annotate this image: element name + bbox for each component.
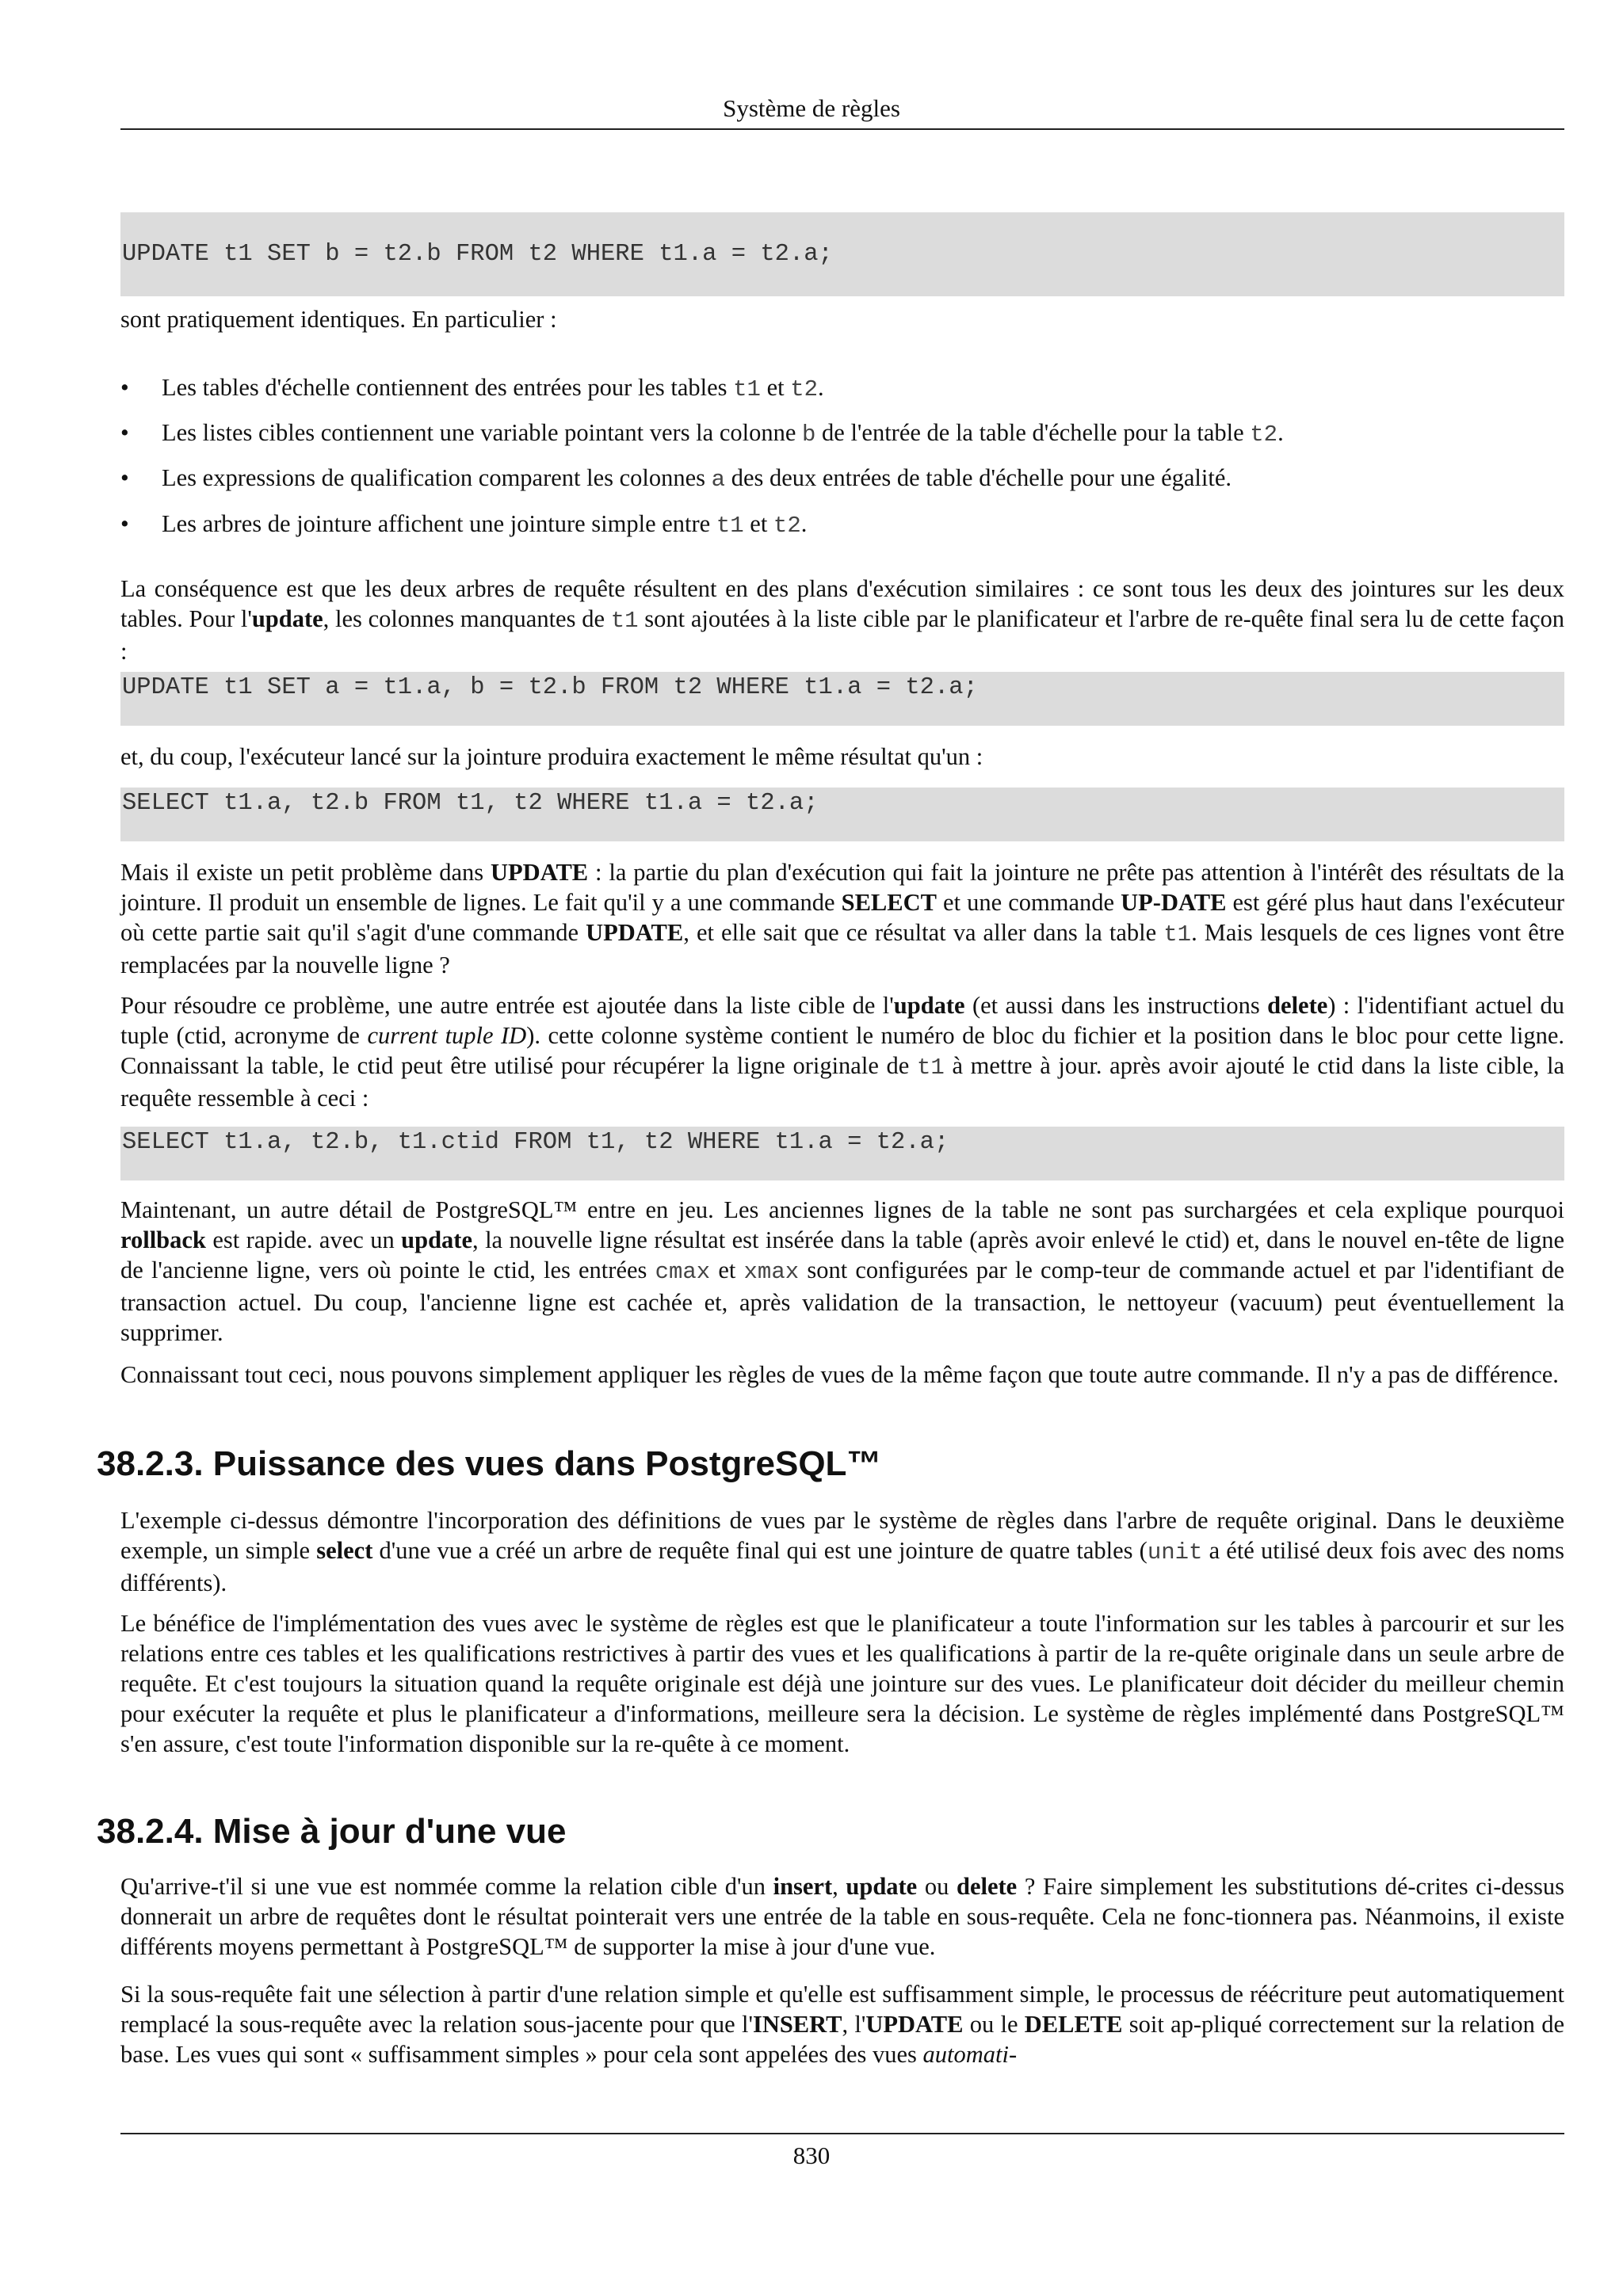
footer-divider bbox=[120, 2133, 1564, 2134]
bullet-icon: • bbox=[120, 464, 129, 491]
section-heading-mise-a-jour-vue: 38.2.4. Mise à jour d'une vue bbox=[97, 1812, 567, 1851]
bullet-icon: • bbox=[120, 374, 129, 401]
code-block-update-2: UPDATE t1 SET a = t1.a, b = t2.b FROM t2 WHERE t1.a = t2.a; bbox=[120, 672, 1564, 726]
bullet-icon: • bbox=[120, 510, 129, 537]
paragraph-executeur: et, du coup, l'exécuteur lancé sur la jointure produira exactement le même résultat qu'un : bbox=[120, 743, 983, 770]
paragraph-maintenant: Maintenant, un autre détail de PostgreSQL™ entre en jeu. Les anciennes lignes de la table ne sont pas surchargées et cela explique pourquoi rollback est rapide. avec un update, la nouvelle ligne résultat est insérée dans la table (après avoir enlevé le ctid) et, dans le nouvel en-tête de ligne de l'ancienne ligne, vers où pointe le ctid, les entrées cmax et xmax sont configurées par le comp-teur de commande actuel et par l'identifiant de transaction actuel. Du coup, l'ancienne ligne est cachée et, après validation de la transaction, le nettoyeur (vacuum) peut éventuellement la supprimer. bbox=[120, 1196, 1565, 1346]
paragraph-consequence: La conséquence est que les deux arbres de requête résultent en des plans d'exécution similaires : ce sont tous les deux des jointures sur les deux tables. Pour l'update, les colonnes manquantes de t1 sont ajoutées à la liste cible par le planificateur et l'arbre de re-quête final sera lu de cette façon : bbox=[120, 575, 1565, 665]
bullet-icon: • bbox=[120, 419, 129, 446]
running-header: Système de règles bbox=[723, 94, 900, 122]
header-divider bbox=[120, 128, 1564, 130]
code-block-update-1: UPDATE t1 SET b = t2.b FROM t2 WHERE t1.a = t2.a; bbox=[120, 212, 1564, 296]
paragraph-exemple: L'exemple ci-dessus démontre l'incorporation des définitions de vues par le système de règles dans l'arbre de requête original. Dans le deuxième exemple, un simple select d'une vue a créé un arbre de requête final qui est une jointure de quatre tables (unit a été utilisé deux fois avec des noms différents). bbox=[120, 1507, 1564, 1596]
document-page: Système de règles UPDATE t1 SET b = t2.b FROM t2 WHERE t1.a = t2.a; sont pratiquement identiques. En particulier : • Les tables d'échelle contiennent des entrées pour les tables t1 et t2. • Les listes cibles contiennent une variable pointant vers la colonne b de l'entrée de la table d'échelle pour la table t2. • Les expressions de qualification comparent les colonnes a des deux entrées de table d'échelle pour une égalité. • Les arbres de jointure affichent une jointure simple entre t1 et t2. La conséquence est que les deux arbres de requête résultent en des plans d'exécution similaires : ce sont tous les deux des jointures sur les deux tables. Pour l'update, les colonnes manquantes de t1 sont ajoutées à la liste cible par le planificateur et l'arbre de re-quête final sera lu de cette façon : UPDATE t1 SET a = t1.a, b = t2.b FROM t2 WHERE t1.a = t2.a; et, du coup, l'exécuteur lancé sur la jointure produira exactement le même résultat qu'un : SELECT t1.a, t2.b FROM t1, t2 WHERE t1.a = t2.a; Mais il existe un petit problème dans UPDATE : la partie du plan d'exécution qui fait la jointure ne prête pas attention à l'intérêt des résultats de la jointure. Il produit un ensemble de lignes. Le fait qu'il y a une commande SELECT et une commande UP-DATE est géré plus haut dans l'exécuteur où cette partie sait qu'il s'agit d'une commande UPDATE, et elle sait que ce résultat va aller dans la table t1. Mais lesquels de ces lignes vont être remplacées par la nouvelle ligne ? Pour résoudre ce problème, une autre entrée est ajoutée dans la liste cible de l'update (et aussi dans les instructions delete) : l'identifiant actuel du tuple (ctid, acronyme de current tuple ID). cette colonne système contient le numéro de bloc du fichier et la position dans le bloc pour cette ligne. Connaissant la table, le ctid peut être utilisé pour récupérer la ligne originale de t1 à mettre à jour. après avoir ajouté le ctid dans la liste cible, la requête ressemble à ceci : SELECT t1.a, t2.b, t1.ctid FROM t1, t2 WHERE t1.a = t2.a; Maintenant, un autre détail de PostgreSQL™ entre en jeu. Les anciennes lignes de la table ne sont pas surchargées et cela explique pourquoi rollback est rapide. avec un update, la nouvelle ligne résultat est insérée dans la table (après avoir enlevé le ctid) et, dans le nouvel en-tête de ligne de l'ancienne ligne, vers où pointe le ctid, les entrées cmax et xmax sont configurées par le comp-teur de commande actuel et par l'identifiant de transaction actuel. Du coup, l'ancienne ligne est cachée et, après validation de la transaction, le nettoyeur (vacuum) peut éventuellement la supprimer. Connaissant tout ceci, nous pouvons simplement appliquer les règles de vues de la même façon que toute autre commande. Il n'y a pas de différence. 38.2.3. Puissance des vues dans PostgreSQL™ L'exemple ci-dessus démontre l'incorporation des définitions de vues par le système de règles dans l'arbre de requête original. Dans le deuxième exemple, un simple select d'une vue a créé un arbre de requête final qui est une jointure de quatre tables (unit a été utilisé deux fois avec des noms différents). Le bénéfice de l'implémentation des vues avec le système de règles est que le planificateur a toute l'information sur les tables à parcourir et sur les relations entre ces tables et les qualifications restrictives à partir des vues et les qualifications à partir de la re-quête originale dans un seule arbre de requête. Et c'est toujours la situation quand la requête originale est déjà une jointure sur des vues. Le planificateur doit décider du meilleur chemin pour exécuter la requête et plus le planificateur a d'informations, meilleure sera la décision. Le système de règles implémenté dans PostgreSQL™ s'en assure, c'est toute l'information disponible sur la re-quête à ce moment. 38.2.4. Mise à jour d'une vue Qu'arrive-t'il si une vue est nommée comme la relation cible d'un insert, update ou delete ? Faire simplement les substitutions dé-crites ci-dessus donnerait un arbre de requêtes dont le résultat pointerait vers une entrée de la table en sous-requête. Cela ne fonc-tionnera pas. Néanmoins, il existe différents moyens permettant à PostgreSQL™ de supporter la mise à jour d'une vue. Si la sous-requête fait une sélection à partir d'une relation simple et qu'elle est suffisamment simple, le processus de réécriture peut automatiquement remplacé la sous-requête avec la relation sous-jacente pour que l'INSERT, l'UPDATE ou le DELETE soit ap-pliqué correctement sur la relation de base. Les vues qui sont « suffisamment simples » pour cela sont appelées des vues automati- 830 bbox=[0, 0, 1623, 2296]
code-block-select-2: SELECT t1.a, t2.b, t1.ctid FROM t1, t2 WHERE t1.a = t2.a; bbox=[120, 1127, 1564, 1180]
section-heading-puissance-vues: 38.2.3. Puissance des vues dans PostgreSQL™ bbox=[97, 1444, 882, 1483]
paragraph-benefice: Le bénéfice de l'implémentation des vues avec le système de règles est que le planificateur a toute l'information sur les tables à parcourir et sur les relations entre ces tables et les qualifications restrictives à partir des vues et les qualifications à partir de la re-quête originale dans un seule arbre de requête. Et c'est toujours la situation quand la requête originale est déjà une jointure sur des vues. Le planificateur doit décider du meilleur chemin pour exécuter la requête et plus le planificateur a d'informations, meilleure sera la décision. Le système de règles implémenté dans PostgreSQL™ s'en assure, c'est toute l'information disponible sur la re-quête à ce moment. bbox=[120, 1610, 1564, 1757]
paragraph-probleme: Mais il existe un petit problème dans UPDATE : la partie du plan d'exécution qui fait la jointure ne prête pas attention à l'intérêt des résultats de la jointure. Il produit un ensemble de lignes. Le fait qu'il y a une commande SELECT et une commande UP-DATE est géré plus haut dans l'exécuteur où cette partie sait qu'il s'agit d'une commande UPDATE, et elle sait que ce résultat va aller dans la table t1. Mais lesquels de ces lignes vont être remplacées par la nouvelle ligne ? bbox=[120, 859, 1565, 978]
code-block-select-1: SELECT t1.a, t2.b FROM t1, t2 WHERE t1.a = t2.a; bbox=[120, 788, 1564, 841]
page-number: 830 bbox=[792, 2142, 831, 2169]
paragraph-resoudre: Pour résoudre ce problème, une autre entrée est ajoutée dans la liste cible de l'update (et aussi dans les instructions delete) : l'identifiant actuel du tuple (ctid, acronyme de current tuple ID). cette colonne système contient le numéro de bloc du fichier et la position dans le bloc pour cette ligne. Connaissant la table, le ctid peut être utilisé pour récupérer la ligne originale de t1 à mettre à jour. après avoir ajouté le ctid dans la liste cible, la requête ressemble à ceci : bbox=[120, 992, 1565, 1112]
paragraph-connaissant: Connaissant tout ceci, nous pouvons simplement appliquer les règles de vues de la même façon que toute autre commande. Il n'y a pas de différence. bbox=[120, 1361, 1559, 1388]
paragraph-arrive: Qu'arrive-t'il si une vue est nommée comme la relation cible d'un insert, update ou delete ? Faire simplement les substitutions dé-crites ci-dessus donnerait un arbre de requêtes dont le résultat pointerait vers une entrée de la table en sous-requête. Cela ne fonc-tionnera pas. Néanmoins, il existe différents moyens permettant à PostgreSQL™ de supporter la mise à jour d'une vue. bbox=[120, 1873, 1565, 1960]
paragraph-sous-requete: Si la sous-requête fait une sélection à partir d'une relation simple et qu'elle est suffisamment simple, le processus de réécriture peut automatiquement remplacé la sous-requête avec la relation sous-jacente pour que l'INSERT, l'UPDATE ou le DELETE soit ap-pliqué correctement sur la relation de base. Les vues qui sont « suffisamment simples » pour cela sont appelées des vues automati- bbox=[120, 1981, 1564, 2068]
paragraph-identiques: sont pratiquement identiques. En particulier : bbox=[120, 306, 557, 333]
